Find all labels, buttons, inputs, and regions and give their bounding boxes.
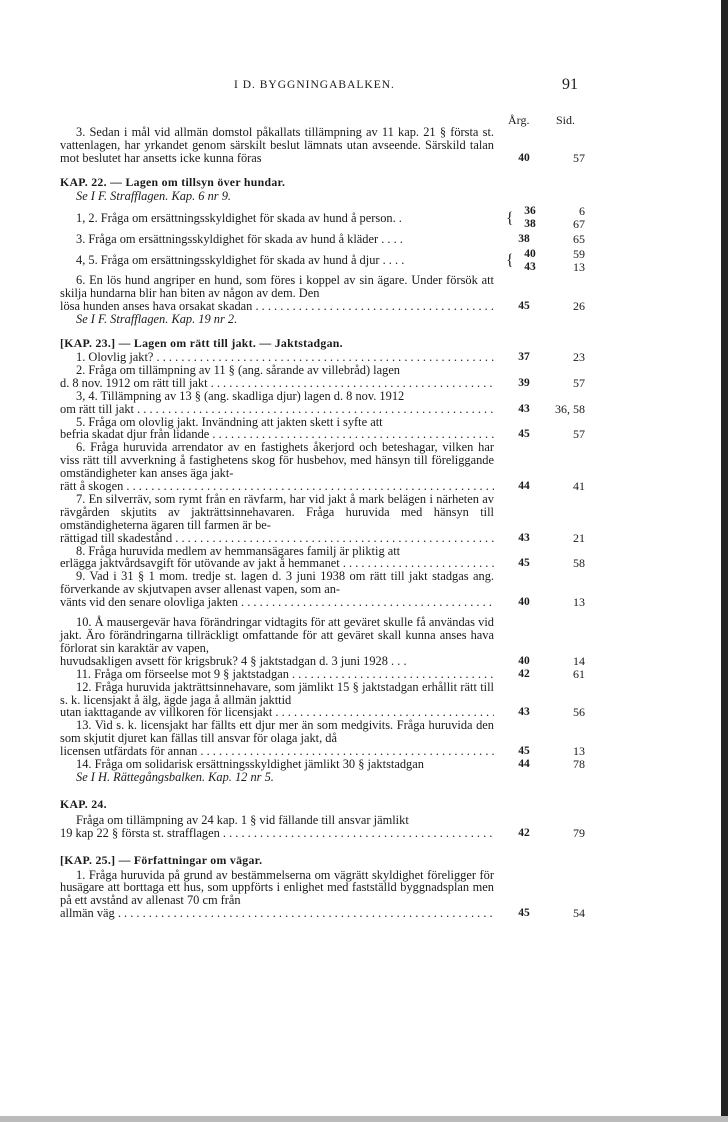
entry-year: 43 [518,706,530,719]
entry-page: 65 [573,231,585,246]
entry-last-line: befria skadat djur från lidande . . . [60,428,494,441]
entry-year: 37 [518,350,530,363]
entry-page: 58 [573,556,585,571]
entry-year: 40 [518,654,530,667]
entry-last-line: utan iakttagande av villkoren för licensjakt . . . [60,706,494,719]
cross-reference: Se I F. Strafflagen. Kap. 6 nr 9. [76,188,231,203]
entry-text: 1. Fråga huruvida på grund av bestämmelserna om vägrätt skyldighet föreligger för husägare att borttaga ett hus, som uppförts i enlighet med fastställd byggnadsplan men på ett avstånd av allenast 70 cm från [60,867,494,908]
entry-text: 4, 5. Fråga om ersättningsskyldighet för skada av hund å djur . . . . [76,253,405,268]
entry-year: 45 [518,745,530,758]
entry-year: 40 [518,596,530,609]
entry-year: 45 [518,428,530,441]
entry-page-pair [545,205,585,230]
entry-last-line: 1. Olovlig jakt? . . . [60,351,494,364]
entry-text: 2. Fråga om tillämpning av 11 § (ang. sårande av villebråd) lagen [76,362,401,377]
brace-glyph: { [506,209,514,227]
entry-page: 41 [573,479,585,494]
chapter-heading-23: [KAP. 23.] — Lagen om rätt till jakt. — Jaktstadgan. [60,336,343,351]
entry-year: 42 [518,826,530,839]
entry-text: 1, 2. Fråga om ersättningsskyldighet för skada av hund å person. . [76,210,402,225]
brace-glyph: { [506,252,514,270]
entry-text: 6. En lös hund angriper en hund, som föres i koppel av sin ägare. Under försök att skilja hundarna blir han biten av någon av dem. Den [60,273,494,301]
entry [60,247,590,273]
entry-page: 79 [573,825,585,840]
entry [60,390,590,416]
entry-page: 61 [573,666,585,681]
chapter-heading-24: KAP. 24. [60,796,107,811]
entry-text: 3. Sedan i mål vid allmän domstol påkallats tillämpning av 11 kap. 21 § första st. vattenlagen, har yrkandet genom särskilt beslut lämnats utan avseende. Särskild talan mot beslutet har ansetts icke kunna föras [60,125,494,165]
running-head: I D. BYGGNINGABALKEN. [234,79,395,91]
entry-year: 40 [518,151,530,164]
entry-year: 39 [518,376,530,389]
entry-year: 45 [518,557,530,570]
entry-page: 23 [573,349,585,364]
entry-text: 5. Fråga om olovlig jakt. Invändning att jakten skett i syfte att [76,414,383,429]
entry [60,416,590,442]
entry [60,545,590,571]
entry-page: 57 [573,150,585,165]
column-header-page: Sid. [556,113,576,127]
entry [60,274,590,313]
entry-year-pair [512,248,548,273]
scan-edge-bottom [0,1116,728,1122]
entry-page: 56 [573,705,585,720]
entry-year: 44 [518,758,530,771]
entry-last-line: rätt å skogen . . . [60,480,494,493]
index-content [60,126,590,920]
intro-entry [60,126,590,165]
entry-page: 13 [573,595,585,610]
entry-text: 6. Fråga huruvida arrendator av en fastighets åkerjord och beteshagar, vilken har viss rätt till avverkning å fastighetens skog för husbehov, med hänsyn till föreliggande omständigheter kan anses äga jakt- [60,440,494,481]
entry-last-line: erlägga jaktvårdsavgift för utövande av jakt å hemmanet . . . [60,557,494,570]
entry-page: 13 [573,259,585,274]
entry-last-line: huvudsakligen avsett för krigsbruk? 4 § jaktstadgan d. 3 juni 1928 . . . [60,654,407,668]
entry-last-line: allmän väg . . . [60,907,494,920]
entry-page: 67 [573,216,585,231]
entry-page: 57 [573,375,585,390]
entry-year: 43 [524,260,536,273]
entry-last-line: d. 8 nov. 1912 om rätt till jakt . . . [60,377,494,390]
entry-last-line: 19 kap 22 § första st. strafflagen . . . [60,827,494,840]
page-number: 91 [562,76,578,93]
entry-last-line: 14. Fråga om solidarisk ersättningsskyldighet jämlikt 30 § jaktstadgan [76,758,424,771]
entry [60,351,590,364]
entry-page: 59 [573,247,585,262]
entry-text: 3, 4. Tillämpning av 13 § (ang. skadliga djur) lagen d. 8 nov. 1912 [76,388,405,403]
entry-year: 38 [524,217,536,230]
entry-page: 36, 58 [555,401,585,416]
entry [60,205,590,231]
entry [60,364,590,390]
entry-last-line: licensen utfärdats för annan . . . [60,745,494,758]
entry [60,814,590,840]
entry-year: 43 [518,402,530,415]
entry-last-line: vänts vid den senare olovliga jakten . . . [60,596,494,609]
entry-year: 45 [518,300,530,313]
entry-page: 14 [573,653,585,668]
entry-page: 54 [573,906,585,921]
entry-text: Fråga om tillämpning av 24 kap. 1 § vid fällande till ansvar jämlikt [76,812,409,827]
entry-year: 45 [518,907,530,920]
entry [60,758,590,771]
entry-page: 21 [573,530,585,545]
entry-year: 43 [518,531,530,544]
entry-page: 13 [573,744,585,759]
entry-last-line: rättigad till skadestånd . . . [60,532,494,545]
entry-page: 57 [573,427,585,442]
entry-page: 26 [573,299,585,314]
entry-year: 42 [518,667,530,680]
entry-year: 36 [524,205,536,218]
entry-last-line: 11. Fråga om förseelse mot 9 § jaktstadgan . . . [60,668,494,681]
entry-page: 6 [579,204,585,219]
entry [60,616,590,668]
entry-year: 44 [518,480,530,493]
scan-edge-right [721,0,728,1122]
entry [60,869,590,921]
entry-text: 7. En silverräv, som rymt från en rävfarm, har vid jakt å mark belägen i närheten av rävgården skjutits av jakträttsinnehavaren. Fråga huruvida med hänsyn till omständigheterna ägaren till farmen är be- [60,491,494,532]
entry [60,719,590,758]
entry [60,493,590,545]
entry-year-pair [512,205,548,230]
entry-text: 8. Fråga huruvida medlem av hemmansägares familj är pliktig att [76,543,401,558]
entry [60,570,590,609]
entry-text: 13. Vid s. k. licensjakt har fällts ett djur mer än som medgivits. Fråga huruvida den som skjutit djuret kan fällas till ansvar för olaga jakt, då [60,718,494,746]
entry [60,668,590,681]
chapter-heading-25: [KAP. 25.] — Författningar om vägar. [60,852,263,867]
cross-reference: Se I F. Strafflagen. Kap. 19 nr 2. [76,312,238,327]
entry-text: 10. Å mausergevär hava förändringar vidtagits för att geväret skulle få användas vid jakt. Äro förändringarna tillräckligt omfattande för att geväret skall kunna anses hava förlorat sin karaktär av vapen, [60,615,494,655]
entry-year: 38 [518,232,530,245]
entry-last-line: om rätt till jakt . . . [60,403,494,416]
entry-text: 9. Vad i 31 § 1 mom. tredje st. lagen d. 3 juni 1938 om rätt till jakt stadgas ang. förverkande av skjutvapen avser allenast vapen, som an- [60,569,494,597]
entry-text: 3. Fråga om ersättningsskyldighet för skada av hund å kläder . . . . [76,231,403,246]
chapter-heading-22: KAP. 22. — Lagen om tillsyn över hundar. [60,174,286,189]
entry-page-pair [545,248,585,273]
cross-reference: Se I H. Rättegångsbalken. Kap. 12 nr 5. [76,769,274,784]
entry [60,681,590,720]
entry [60,441,590,493]
entry-last-line: lösa hunden anses hava orsakat skadan . . . [60,300,494,313]
entry-text: 12. Fråga huruvida jakträttsinnehavare, som jämlikt 15 § jaktstadgan erhållit rätt till s. k. licensjakt å älg, ägde jaga å allmän jakttid [60,679,494,707]
entry-year: 40 [524,248,536,261]
entry [60,233,590,246]
entry-page: 78 [573,757,585,772]
column-header-year: Årg. [508,113,530,127]
